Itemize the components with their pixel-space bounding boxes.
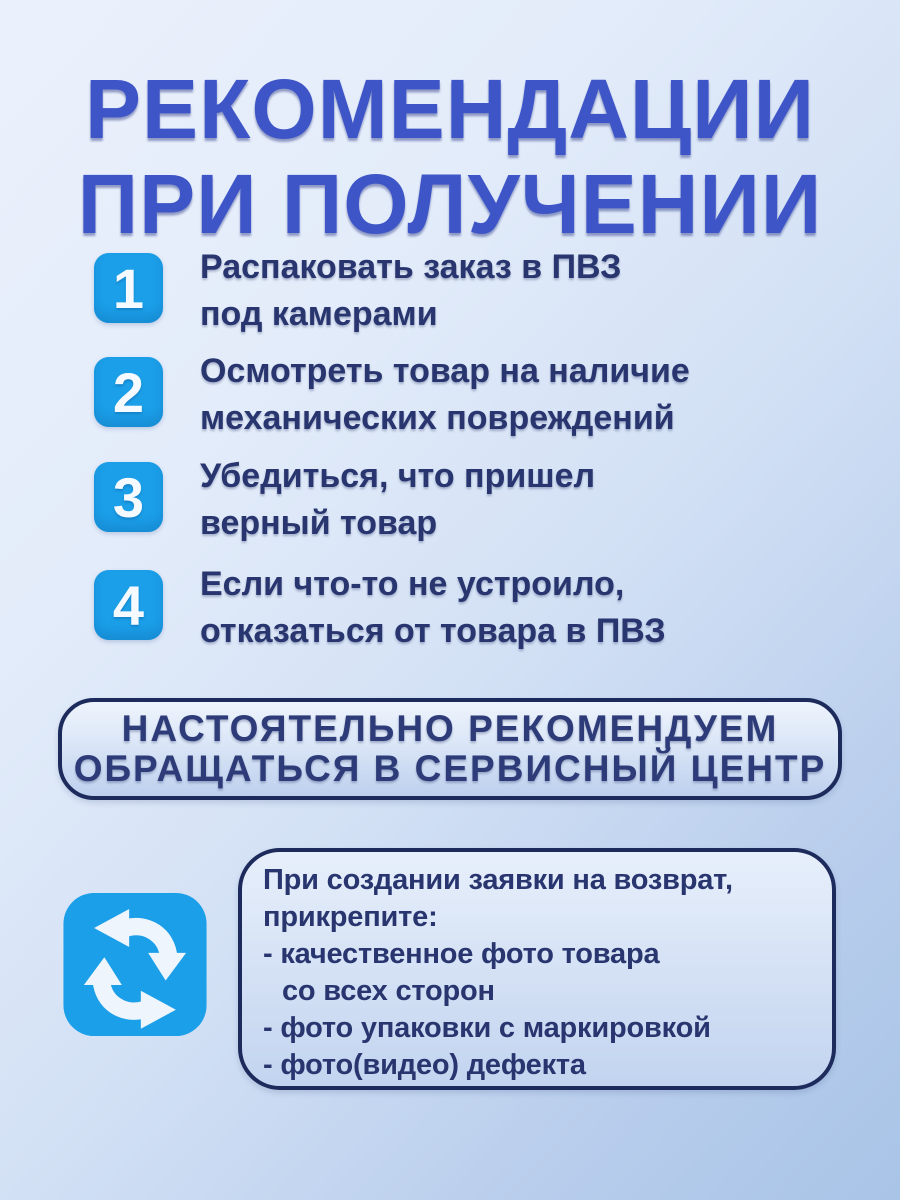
step-number-badge	[94, 462, 163, 532]
step-line-2: под камерами	[200, 295, 438, 333]
step-text	[200, 244, 621, 338]
step-text	[200, 561, 666, 655]
title-line-2: ПРИ ПОЛУЧЕНИИ	[77, 157, 823, 251]
return-line-6: - фото(видео) дефекта	[263, 1049, 586, 1081]
step-number-badge	[94, 253, 163, 323]
step-line-2: отказаться от товара в ПВЗ	[200, 612, 666, 650]
step-line-1: Распаковать заказ в ПВЗ	[200, 248, 622, 286]
title-line-1: РЕКОМЕНДАЦИИ	[85, 62, 815, 156]
step-row-2	[94, 352, 690, 442]
step-number-badge	[94, 357, 163, 427]
step-number-badge	[94, 570, 163, 640]
step-line-1: Осмотреть товар на наличие	[200, 352, 690, 390]
service-banner	[58, 698, 842, 800]
step-row-4	[94, 565, 666, 655]
step-number: 4	[112, 573, 145, 637]
return-line-4: со всех сторон	[282, 975, 495, 1007]
page-title	[0, 62, 900, 252]
step-number: 3	[112, 465, 145, 529]
exchange-arrows-icon	[62, 890, 208, 1039]
step-text	[200, 453, 595, 547]
return-line-1: При создании заявки на возврат,	[263, 864, 733, 896]
step-text	[200, 348, 690, 442]
return-line-5: - фото упаковки с маркировкой	[263, 1012, 711, 1044]
step-row-3	[94, 457, 596, 547]
step-line-2: механических повреждений	[200, 399, 675, 437]
step-number: 1	[112, 256, 145, 320]
return-line-3: - качественное фото товара	[263, 938, 660, 970]
step-line-1: Убедиться, что пришел	[200, 457, 596, 495]
step-line-1: Если что-то не устроило,	[200, 565, 625, 603]
service-banner-line-2: ОБРАЩАТЬСЯ В СЕРВИСНЫЙ ЦЕНТР	[73, 748, 827, 789]
return-instructions-box	[238, 848, 836, 1090]
service-banner-line-1: НАСТОЯТЕЛЬНО РЕКОМЕНДУЕМ	[121, 708, 779, 749]
step-line-2: верный товар	[200, 504, 438, 542]
step-row-1	[94, 248, 622, 338]
return-line-2: прикрепите:	[263, 901, 438, 933]
step-number: 2	[112, 360, 145, 424]
